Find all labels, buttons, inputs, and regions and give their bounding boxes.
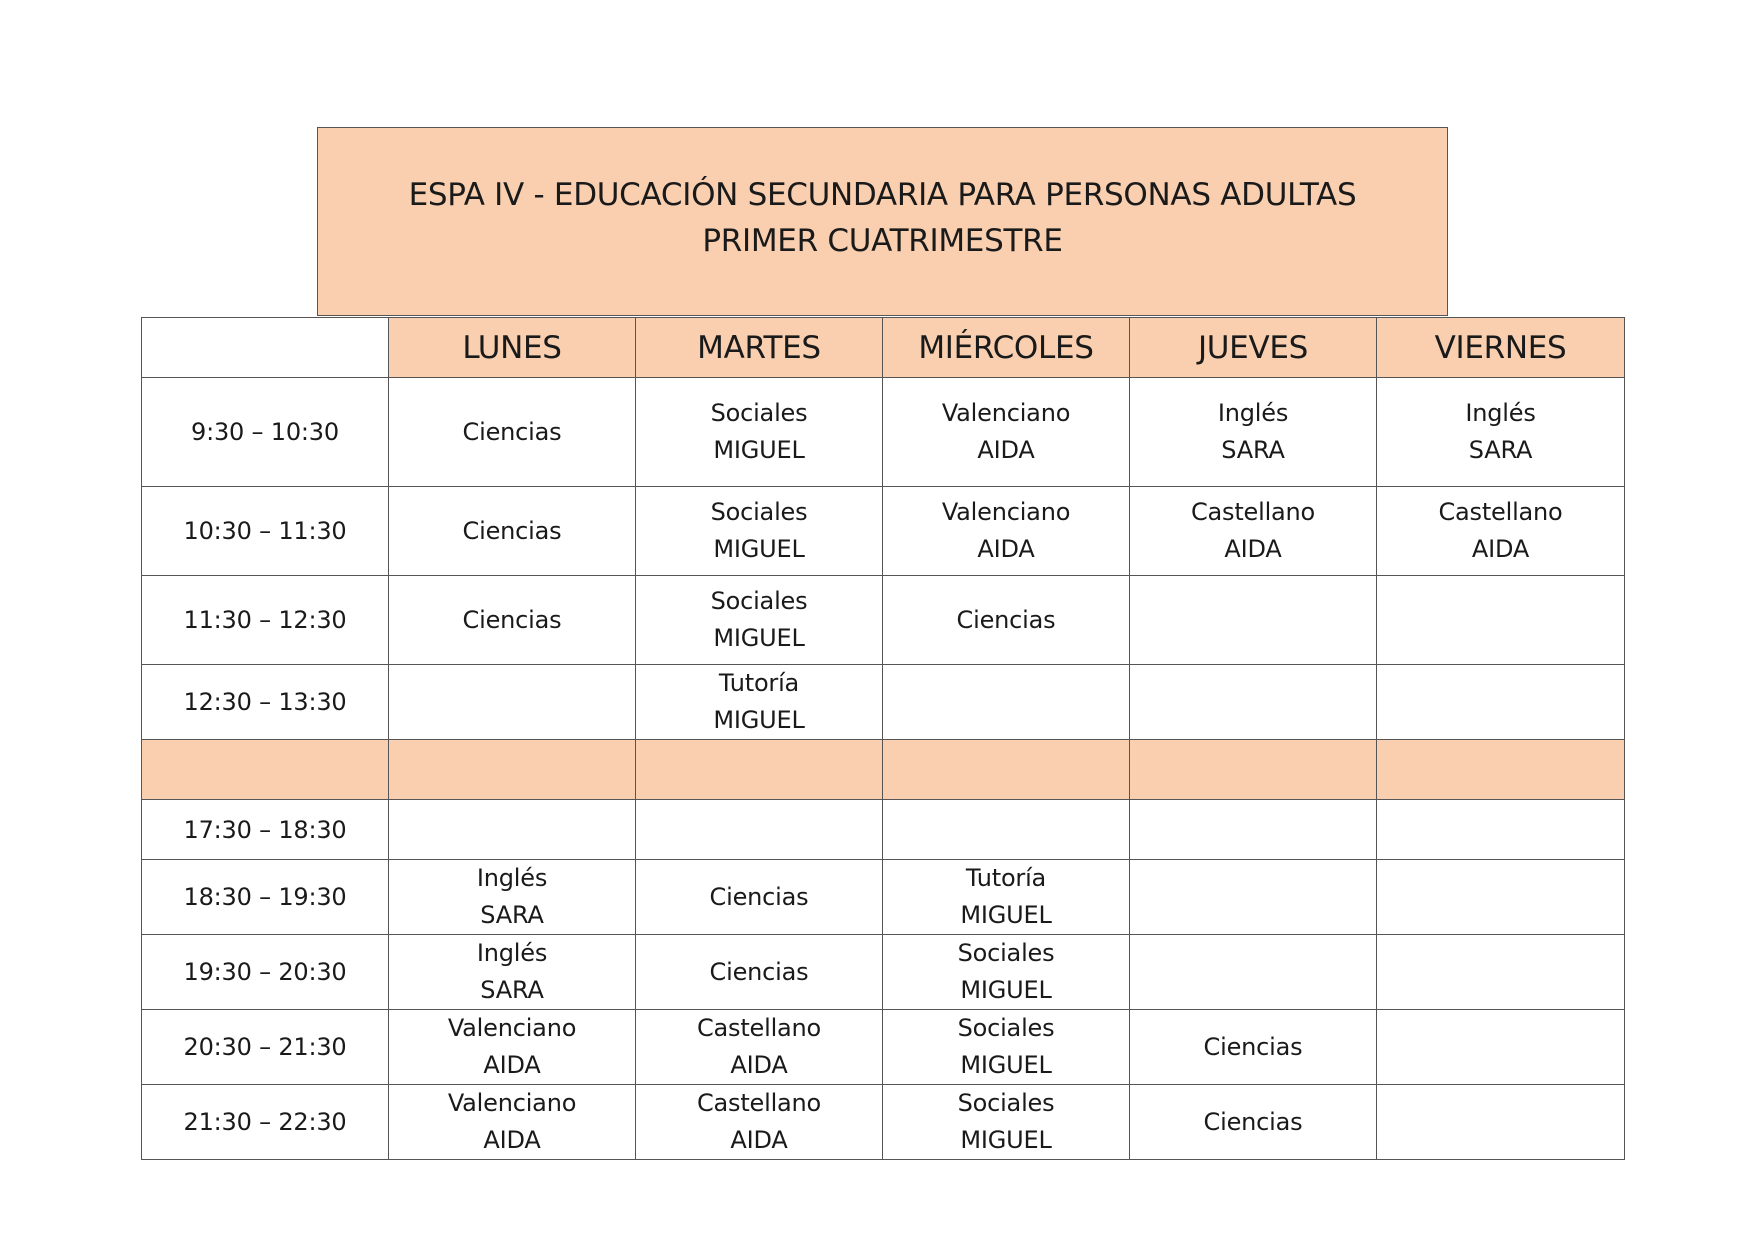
schedule-cell <box>636 378 883 487</box>
time-slot: 21:30 – 22:30 <box>142 1085 389 1160</box>
time-slot: 10:30 – 11:30 <box>142 487 389 576</box>
time-slot: 17:30 – 18:30 <box>142 800 389 860</box>
schedule-cell <box>636 487 883 576</box>
schedule-cell <box>389 1085 636 1160</box>
schedule-cell <box>883 800 1130 860</box>
schedule-cell <box>883 935 1130 1010</box>
schedule-row <box>142 1010 1625 1085</box>
schedule-cell <box>883 860 1130 935</box>
title-line-1: ESPA IV - EDUCACIÓN SECUNDARIA PARA PERSONAS ADULTAS <box>408 176 1357 213</box>
schedule-cell <box>1377 665 1625 740</box>
schedule-cell <box>1377 860 1625 935</box>
schedule-row <box>142 800 1625 860</box>
schedule-cell <box>1130 487 1377 576</box>
time-slot: 18:30 – 19:30 <box>142 860 389 935</box>
teacher-label: AIDA <box>1224 535 1282 563</box>
time-slot: 12:30 – 13:30 <box>142 665 389 740</box>
schedule-cell <box>1377 1085 1625 1160</box>
day-header: JUEVES <box>1130 318 1377 378</box>
subject-label: Castellano <box>1190 498 1316 526</box>
subject-label: Ciencias <box>709 882 809 911</box>
schedule-cell <box>636 935 883 1010</box>
teacher-label: SARA <box>480 901 544 929</box>
schedule-cell <box>883 1010 1130 1085</box>
subject-label: Castellano <box>696 1014 822 1042</box>
subject-label: Sociales <box>710 498 808 526</box>
schedule-row <box>142 378 1625 487</box>
schedule-row <box>142 935 1625 1010</box>
subject-label: Valenciano <box>941 399 1071 427</box>
schedule-row <box>142 665 1625 740</box>
subject-label: Ciencias <box>462 417 562 446</box>
subject-label: Castellano <box>1438 498 1563 526</box>
subject-label: Valenciano <box>941 498 1071 526</box>
schedule-cell <box>1377 576 1625 665</box>
lunch-break-row <box>142 740 1625 800</box>
teacher-label: AIDA <box>977 436 1035 464</box>
subject-label: Inglés <box>1465 399 1536 427</box>
schedule-cell <box>883 487 1130 576</box>
subject-label: Ciencias <box>462 605 562 634</box>
schedule-table <box>141 317 1625 1160</box>
schedule-cell <box>636 1010 883 1085</box>
time-slot: 20:30 – 21:30 <box>142 1010 389 1085</box>
teacher-label: AIDA <box>730 1051 788 1079</box>
subject-label: Ciencias <box>1203 1107 1303 1136</box>
subject-label: Castellano <box>696 1089 822 1117</box>
break-cell <box>1377 740 1625 800</box>
teacher-label: MIGUEL <box>960 976 1052 1004</box>
teacher-label: SARA <box>480 976 544 1004</box>
time-slot: 19:30 – 20:30 <box>142 935 389 1010</box>
teacher-label: MIGUEL <box>960 1126 1052 1154</box>
subject-label: Ciencias <box>462 516 562 545</box>
subject-label: Ciencias <box>709 957 809 986</box>
schedule-cell <box>1377 378 1625 487</box>
time-slot: 9:30 – 10:30 <box>142 378 389 487</box>
schedule-cell <box>389 665 636 740</box>
schedule-cell <box>1377 800 1625 860</box>
teacher-label: MIGUEL <box>713 436 805 464</box>
day-header: MIÉRCOLES <box>883 318 1130 378</box>
break-cell <box>389 740 636 800</box>
schedule-cell <box>1377 1010 1625 1085</box>
schedule-row <box>142 1085 1625 1160</box>
subject-label: Ciencias <box>956 605 1056 634</box>
teacher-label: SARA <box>1221 436 1285 464</box>
teacher-label: MIGUEL <box>960 901 1052 929</box>
schedule-cell <box>1377 935 1625 1010</box>
schedule-cell <box>389 935 636 1010</box>
schedule-cell <box>389 576 636 665</box>
schedule-cell <box>636 576 883 665</box>
break-cell <box>1130 740 1377 800</box>
schedule-cell <box>883 378 1130 487</box>
subject-label: Sociales <box>710 587 808 615</box>
teacher-label: MIGUEL <box>713 624 805 652</box>
subject-label: Tutoría <box>718 669 800 697</box>
schedule-cell <box>636 1085 883 1160</box>
schedule-cell <box>883 1085 1130 1160</box>
document-title-box <box>317 127 1448 316</box>
schedule-cell <box>389 860 636 935</box>
teacher-label: AIDA <box>483 1051 541 1079</box>
teacher-label: SARA <box>1468 436 1533 464</box>
schedule-cell <box>389 378 636 487</box>
schedule-cell <box>1130 576 1377 665</box>
schedule-cell <box>389 487 636 576</box>
subject-label: Tutoría <box>965 864 1047 892</box>
teacher-label: AIDA <box>483 1126 541 1154</box>
teacher-label: AIDA <box>977 535 1035 563</box>
schedule-cell <box>389 1010 636 1085</box>
day-header-row <box>142 318 1625 378</box>
day-header: VIERNES <box>1377 318 1625 378</box>
schedule-cell <box>883 665 1130 740</box>
schedule-cell <box>1377 487 1625 576</box>
teacher-label: AIDA <box>1471 535 1530 563</box>
break-cell <box>883 740 1130 800</box>
teacher-label: MIGUEL <box>960 1051 1052 1079</box>
schedule-cell <box>1130 800 1377 860</box>
title-line-2: PRIMER CUATRIMESTRE <box>702 222 1063 259</box>
subject-label: Inglés <box>476 939 548 967</box>
subject-label: Inglés <box>476 864 548 892</box>
corner-cell <box>142 318 389 378</box>
time-slot: 11:30 – 12:30 <box>142 576 389 665</box>
schedule-row <box>142 860 1625 935</box>
subject-label: Sociales <box>957 1089 1055 1117</box>
schedule-cell <box>636 860 883 935</box>
schedule-row <box>142 487 1625 576</box>
schedule-cell <box>1130 860 1377 935</box>
teacher-label: AIDA <box>730 1126 788 1154</box>
subject-label: Ciencias <box>1203 1032 1303 1061</box>
schedule-cell <box>1130 1010 1377 1085</box>
day-header: LUNES <box>389 318 636 378</box>
subject-label: Sociales <box>957 939 1055 967</box>
schedule-cell <box>1130 378 1377 487</box>
schedule-cell <box>1130 665 1377 740</box>
subject-label: Valenciano <box>447 1014 577 1042</box>
schedule-cell <box>636 665 883 740</box>
schedule-cell <box>389 800 636 860</box>
subject-label: Valenciano <box>447 1089 577 1117</box>
schedule-row <box>142 576 1625 665</box>
subject-label: Sociales <box>710 399 808 427</box>
subject-label: Inglés <box>1217 399 1289 427</box>
schedule-cell <box>1130 935 1377 1010</box>
teacher-label: MIGUEL <box>713 706 805 734</box>
teacher-label: MIGUEL <box>713 535 805 563</box>
schedule-cell <box>883 576 1130 665</box>
subject-label: Sociales <box>957 1014 1055 1042</box>
schedule-cell <box>636 800 883 860</box>
day-header: MARTES <box>636 318 883 378</box>
break-cell <box>142 740 389 800</box>
schedule-cell <box>1130 1085 1377 1160</box>
break-cell <box>636 740 883 800</box>
